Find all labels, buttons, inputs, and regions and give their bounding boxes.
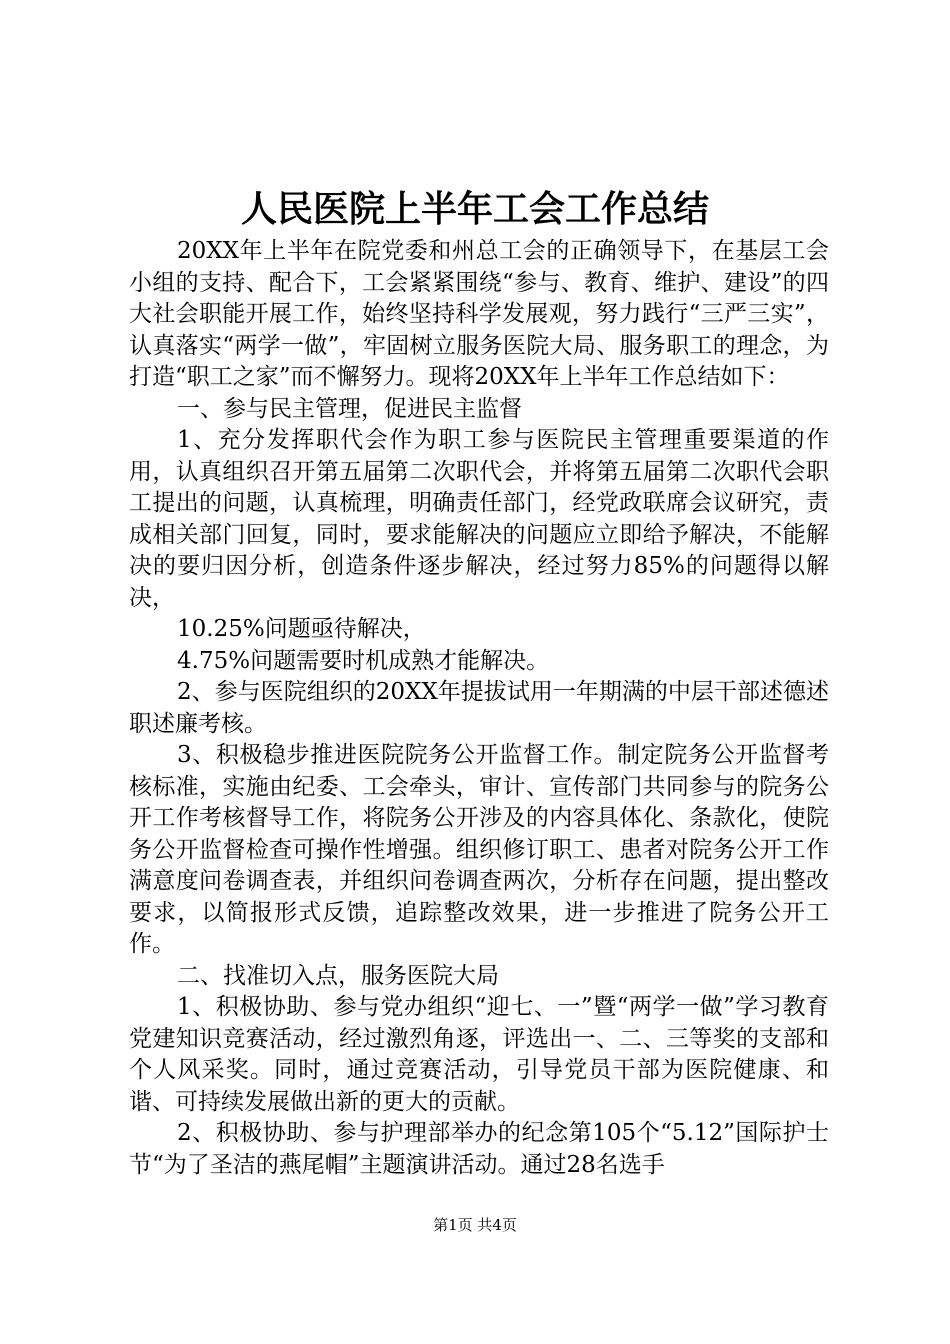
section-heading-1: 一、参与民主管理，促进民主监督 <box>177 395 522 422</box>
page-footer: 第1页 共4页 <box>433 1216 517 1234</box>
paragraph-intro: 20XX年上半年在院党委和州总工会的正确领导下，在基层工会小组的支持、配合下，工会紧紧围绕“参与、教育、维护、建设”的四大社会职能开展工作，始终坚持科学发展观，努力践行“三严三实”，认真落实“两学一做”，牢固树立服务医院大局、服务职工的理念，为打造“职工之家”而不懈努力。现将20XX年上半年工作总结如下： <box>129 238 829 390</box>
paragraph: 1、充分发挥职代会作为职工参与医院民主管理重要渠道的作用，认真组织召开第五届第二次职代会，并将第五届第二次职代会职工提出的问题，认真梳理，明确责任部门，经党政联席会议研究，责成相关部门回复，同时，要求能解决的问题应立即给予解决，不能解决的要归因分析，创造条件逐步解决，经过努力85%的问题得以解决， <box>129 427 829 611</box>
paragraph: 3、积极稳步推进医院院务公开监督工作。制定院务公开监督考核标准，实施由纪委、工会牵头，审计、宣传部门共同参与的院务公开工作考核督导工作，将院务公开涉及的内容具体化、条款化，使院务公开监督检查可操作性增强。组织修订职工、患者对院务公开工作满意度问卷调查表，并组织问卷调查两次，分析存在问题，提出整改要求，以简报形式反馈，追踪整改效果，进一步推进了院务公开工作。 <box>129 742 829 957</box>
paragraph: 4.75%问题需要时机成熟才能解决。 <box>177 647 550 674</box>
document-title: 人民医院上半年工会工作总结 <box>240 188 709 230</box>
document-body <box>129 236 829 1181</box>
paragraph: 1、积极协助、参与党办组织“迎七、一”暨“两学一做”学习教育党建知识竞赛活动，经过激烈角逐，评选出一、二、三等奖的支部和个人风采奖。同时，通过竞赛活动，引导党员干部为医院健康、和谐、可持续发展做出新的更大的贡献。 <box>129 994 829 1115</box>
paragraph: 2、参与医院组织的20XX年提拔试用一年期满的中层干部述德述职述廉考核。 <box>129 679 829 737</box>
paragraph: 2、积极协助、参与护理部举办的纪念第105个“5.12”国际护士节“为了圣洁的燕尾帽”主题演讲活动。通过28名选手 <box>129 1120 829 1178</box>
section-heading-2: 二、找准切入点，服务医院大局 <box>177 962 499 989</box>
paragraph: 10.25%问题亟待解决， <box>177 616 426 642</box>
